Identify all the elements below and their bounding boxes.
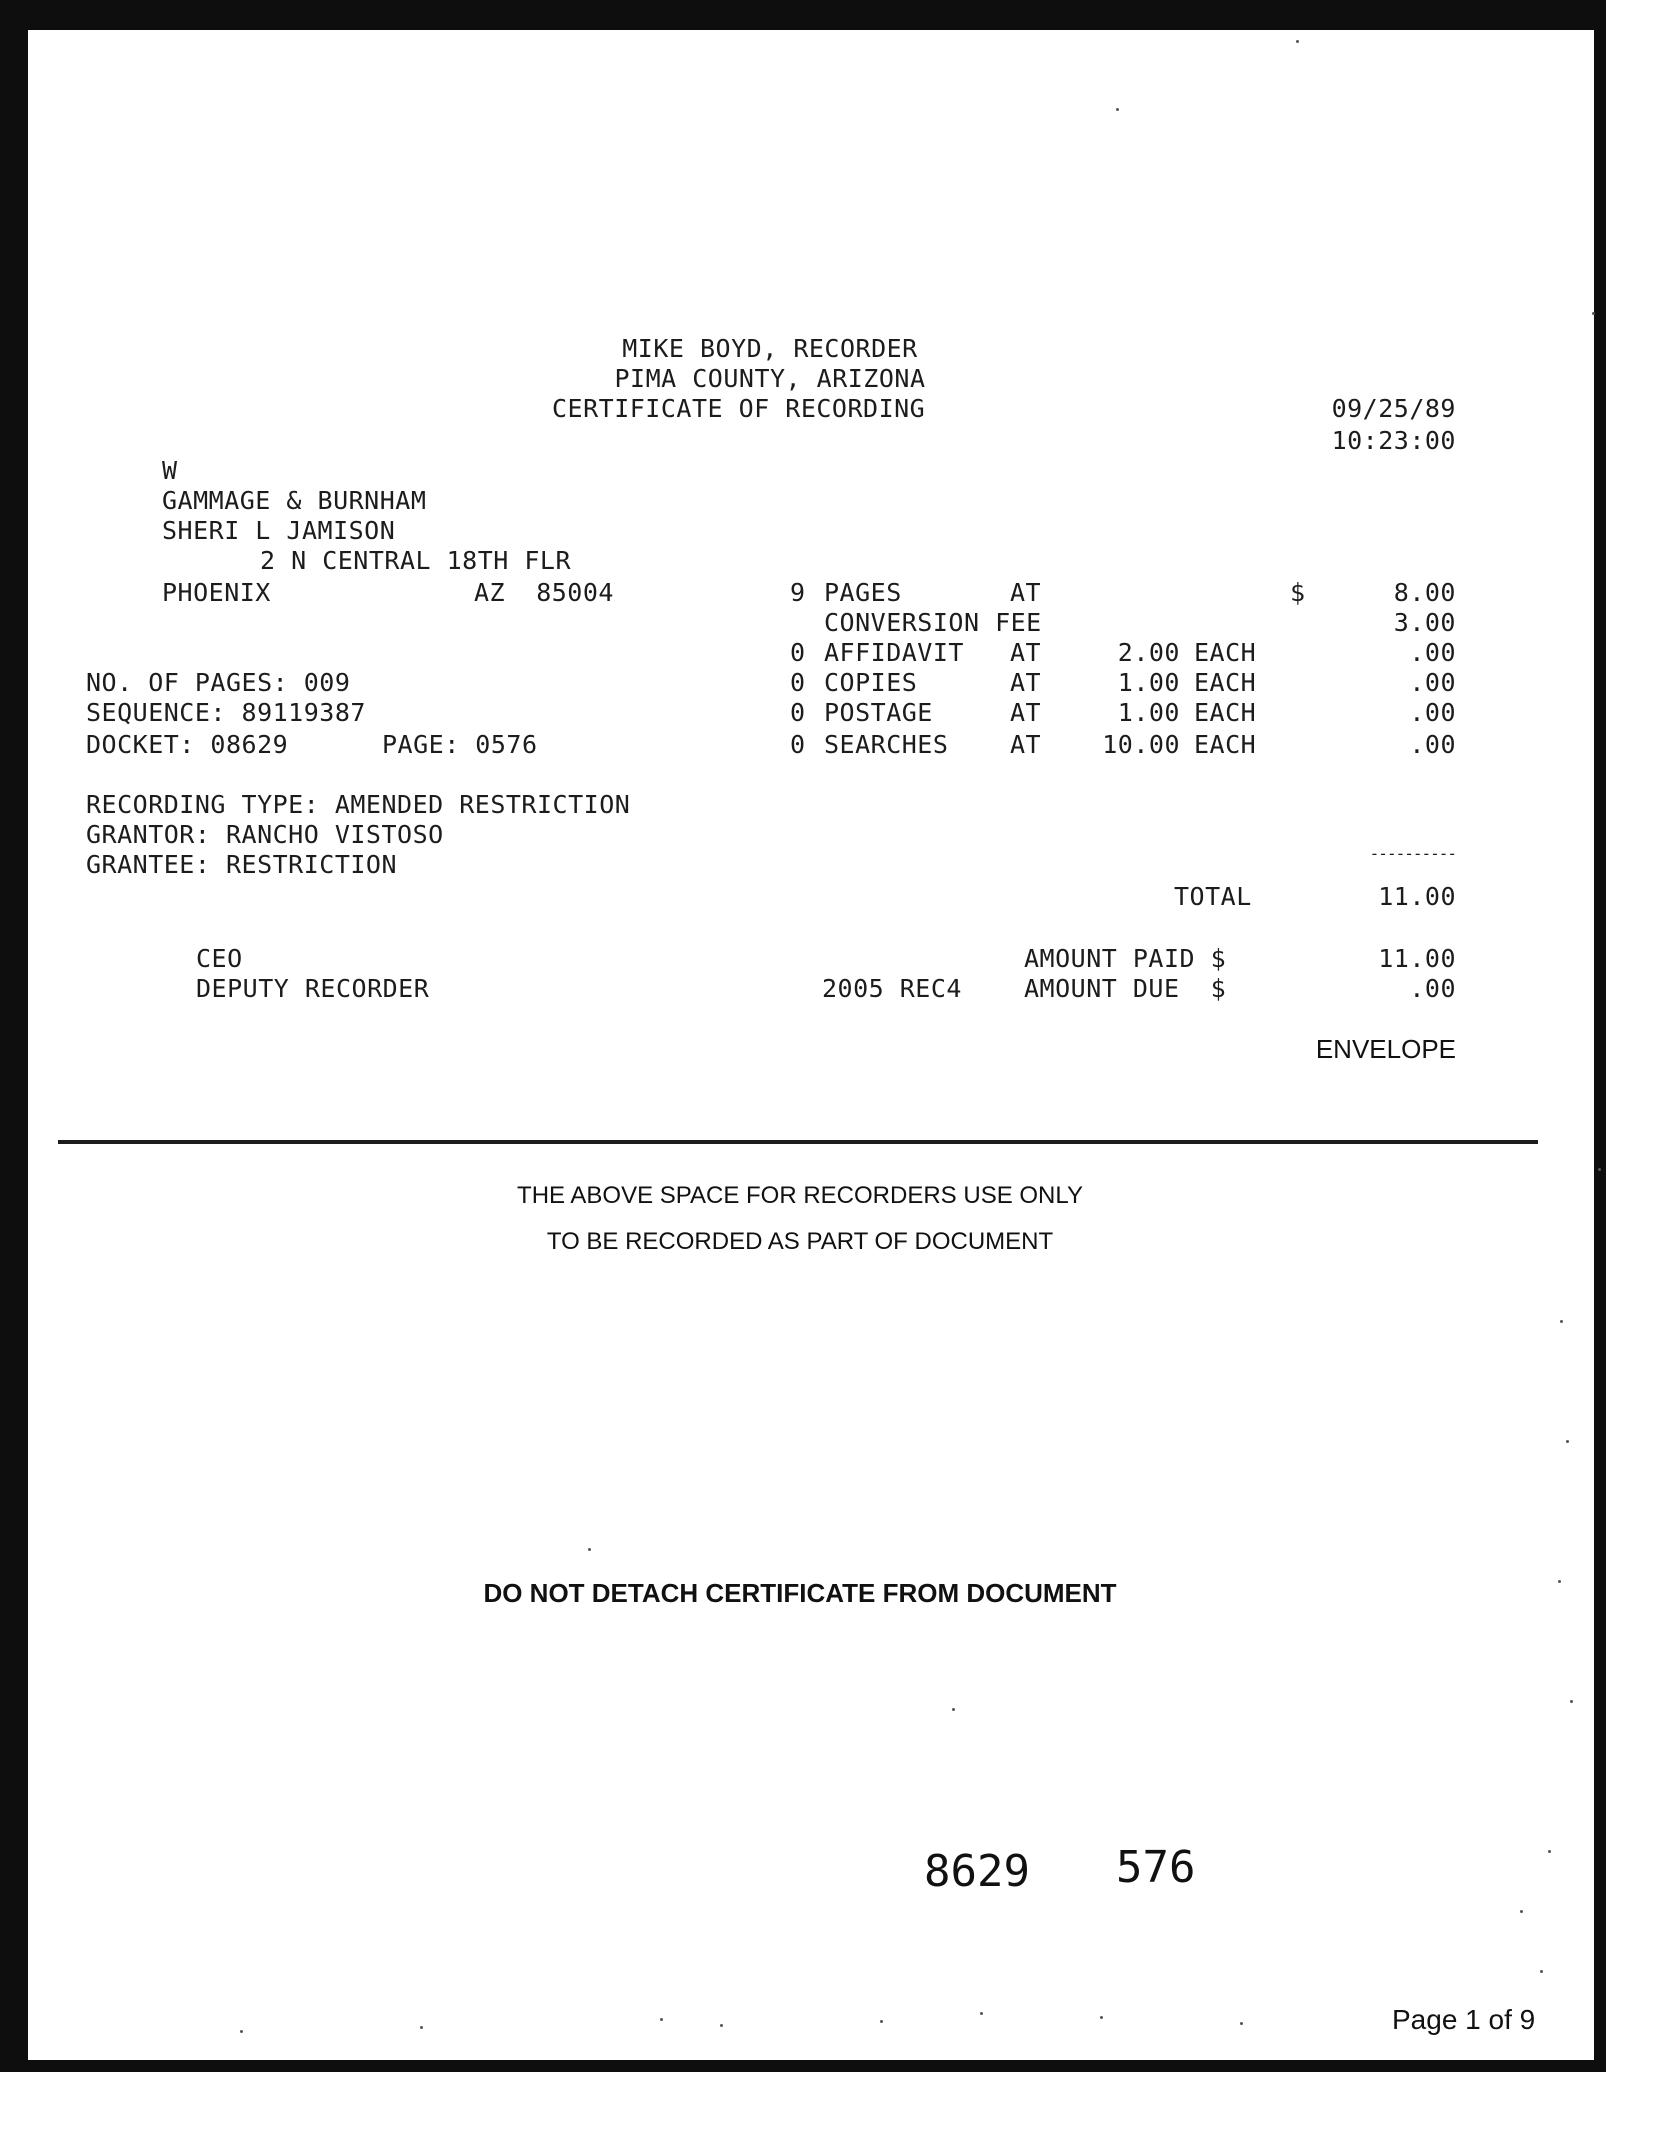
stamp-page: 576 [1116,1842,1196,1893]
stamp-docket: 8629 [924,1846,1030,1897]
total-label: TOTAL [1174,882,1252,911]
fee-at: AT [1010,578,1042,607]
deputy-title: DEPUTY RECORDER [196,974,430,1003]
addressee-firm: GAMMAGE & BURNHAM [162,486,427,515]
addressee-city: PHOENIX [162,578,271,607]
docket-page: PAGE: 0576 [382,730,538,759]
grantee: GRANTEE: RESTRICTION [86,850,398,879]
fee-at: AT [1010,668,1042,697]
fee-each: EACH [1194,668,1257,697]
fee-rate: 1.00 [1117,698,1180,727]
deputy-initials: CEO [196,944,243,973]
fee-rate: 2.00 [1117,638,1180,667]
fee-rate: 1.00 [1117,668,1180,697]
fee-qty: 0 [790,730,806,759]
recorders-use-notice: THE ABOVE SPACE FOR RECORDERS USE ONLY [517,1182,1083,1209]
number-of-pages: NO. OF PAGES: 009 [86,668,351,697]
fee-amount: .00 [1409,730,1456,759]
terminal-code: 2005 REC4 [822,974,962,1003]
fee-qty: 0 [790,638,806,667]
fee-item: AFFIDAVIT [824,638,964,667]
county-name: PIMA COUNTY, ARIZONA [614,364,926,393]
amount-due: .00 [1409,974,1456,1003]
fee-item: CONVERSION FEE [824,608,1042,637]
fee-item: COPIES [824,668,918,697]
docket-number: DOCKET: 08629 [86,730,289,759]
amount-paid-label: AMOUNT PAID $ [1024,944,1227,973]
total-dashes: ---------- [1369,844,1456,863]
total-amount: 11.00 [1378,882,1456,911]
fee-item: PAGES [824,578,902,607]
fee-item: SEARCHES [824,730,949,759]
amount-due-label: AMOUNT DUE $ [1024,974,1227,1003]
fee-at: AT [1010,698,1042,727]
fee-qty: 0 [790,668,806,697]
sequence-number: SEQUENCE: 89119387 [86,698,366,727]
fee-at: AT [1010,638,1042,667]
recorder-name: MIKE BOYD, RECORDER [622,334,918,363]
fee-amount: 8.00 [1393,578,1456,607]
amount-paid: 11.00 [1378,944,1456,973]
addressee-name: SHERI L JAMISON [162,516,396,545]
fee-each: EACH [1194,730,1257,759]
fee-at: AT [1010,730,1042,759]
fee-each: EACH [1194,638,1257,667]
fee-rate: 10.00 [1102,730,1180,759]
record-time: 10:23:00 [1331,426,1456,455]
page-indicator: Page 1 of 9 [1392,2004,1536,2035]
fee-each: EACH [1194,698,1257,727]
certificate-title: CERTIFICATE OF RECORDING [552,394,926,423]
fee-item: POSTAGE [824,698,933,727]
addressee-state-zip: AZ 85004 [474,578,614,607]
fee-currency: $ [1290,578,1306,607]
addressee-street: 2 N CENTRAL 18TH FLR [260,546,572,575]
fee-amount: 3.00 [1393,608,1456,637]
envelope-label: ENVELOPE [1315,1034,1456,1064]
fee-qty: 0 [790,698,806,727]
addressee-mark: W [162,456,178,485]
fee-amount: .00 [1409,698,1456,727]
fee-amount: .00 [1409,638,1456,667]
do-not-detach-notice: DO NOT DETACH CERTIFICATE FROM DOCUMENT [483,1578,1117,1608]
fee-amount: .00 [1409,668,1456,697]
fee-qty: 9 [790,578,806,607]
grantor: GRANTOR: RANCHO VISTOSO [86,820,444,849]
record-date: 09/25/89 [1331,394,1456,423]
recording-type: RECORDING TYPE: AMENDED RESTRICTION [86,790,631,819]
section-divider [58,1140,1538,1144]
part-of-document-notice: TO BE RECORDED AS PART OF DOCUMENT [546,1228,1054,1255]
